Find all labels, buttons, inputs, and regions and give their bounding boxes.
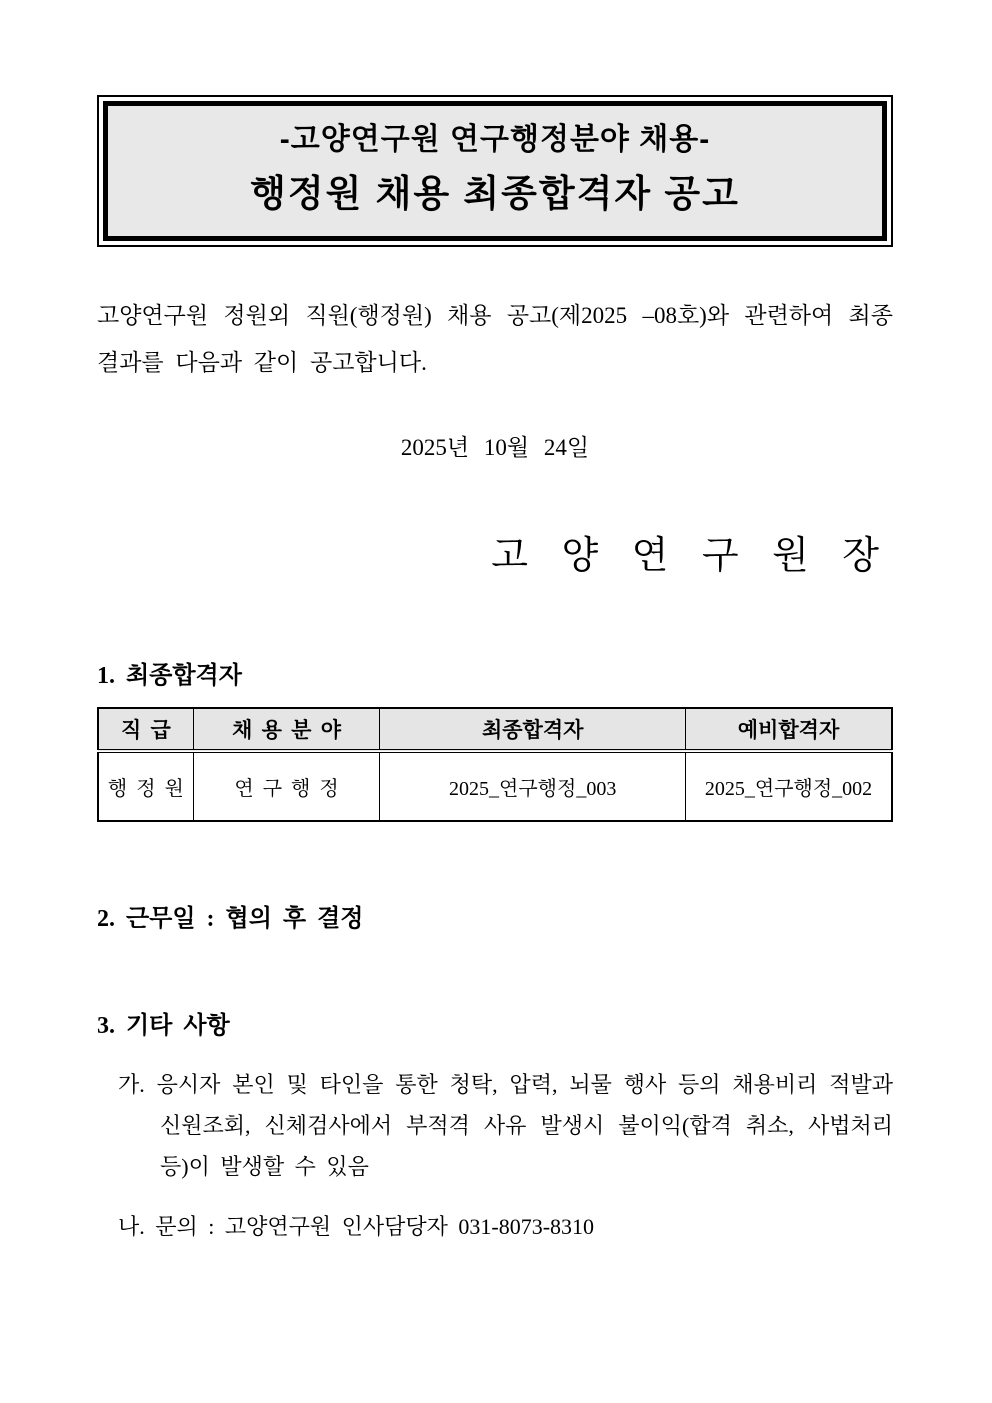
announcement-date: 2025년 10월 24일 — [400, 435, 590, 460]
section3-item-ga-label: 가. — [118, 1072, 145, 1097]
issuer-signature: 고 양 연 구 원 장 — [491, 535, 891, 577]
section1-heading: 1. 최종합격자 — [97, 663, 242, 689]
intro-paragraph: 고양연구원 정원외 직원(행정원) 채용 공고(제2025 –08호)와 관련하여 최종 결과를 다음과 같이 공고합니다. — [97, 303, 893, 375]
notice-title-subline: -고양연구원 연구행정분야 채용- — [279, 123, 711, 156]
notice-title-mainline: 행정원 채용 최종합격자 공고 — [250, 173, 740, 214]
notice-title-box-inner — [103, 101, 887, 241]
section3-item-ga-text: 응시자 본인 및 타인을 통한 청탁, 압력, 뇌물 행사 등의 채용비리 적발과 신원조회, 신체검사에서 부적격 사유 발생시 불이익(합격 취소, 사법처리 등)이 발생할 수 있음 — [156, 1072, 894, 1179]
section3-item-ga — [97, 1064, 893, 1187]
table-cell-reserve-pass: 2025_연구행정_002 — [686, 751, 892, 821]
table-header-row — [98, 708, 892, 751]
final-pass-table — [97, 707, 893, 822]
notice-title-box — [97, 95, 893, 247]
table-row — [98, 751, 892, 821]
table-header-rank: 직 급 — [98, 708, 193, 751]
table-cell-final-pass: 2025_연구행정_003 — [380, 751, 686, 821]
table-header-final-pass: 최종합격자 — [380, 708, 686, 751]
table-header-field: 채 용 분 야 — [193, 708, 380, 751]
section3-item-na — [97, 1206, 893, 1247]
section3-heading: 3. 기타 사항 — [97, 1013, 230, 1039]
section2-heading: 2. 근무일 : 협의 후 결정 — [97, 906, 364, 932]
section3-item-na-text: 문의 : 고양연구원 인사담당자 031-8073-8310 — [155, 1214, 595, 1239]
table-cell-rank: 행 정 원 — [98, 751, 193, 821]
table-header-reserve-pass: 예비합격자 — [686, 708, 892, 751]
section3-item-na-label: 나. — [118, 1214, 145, 1239]
table-cell-field: 연 구 행 정 — [193, 751, 380, 821]
